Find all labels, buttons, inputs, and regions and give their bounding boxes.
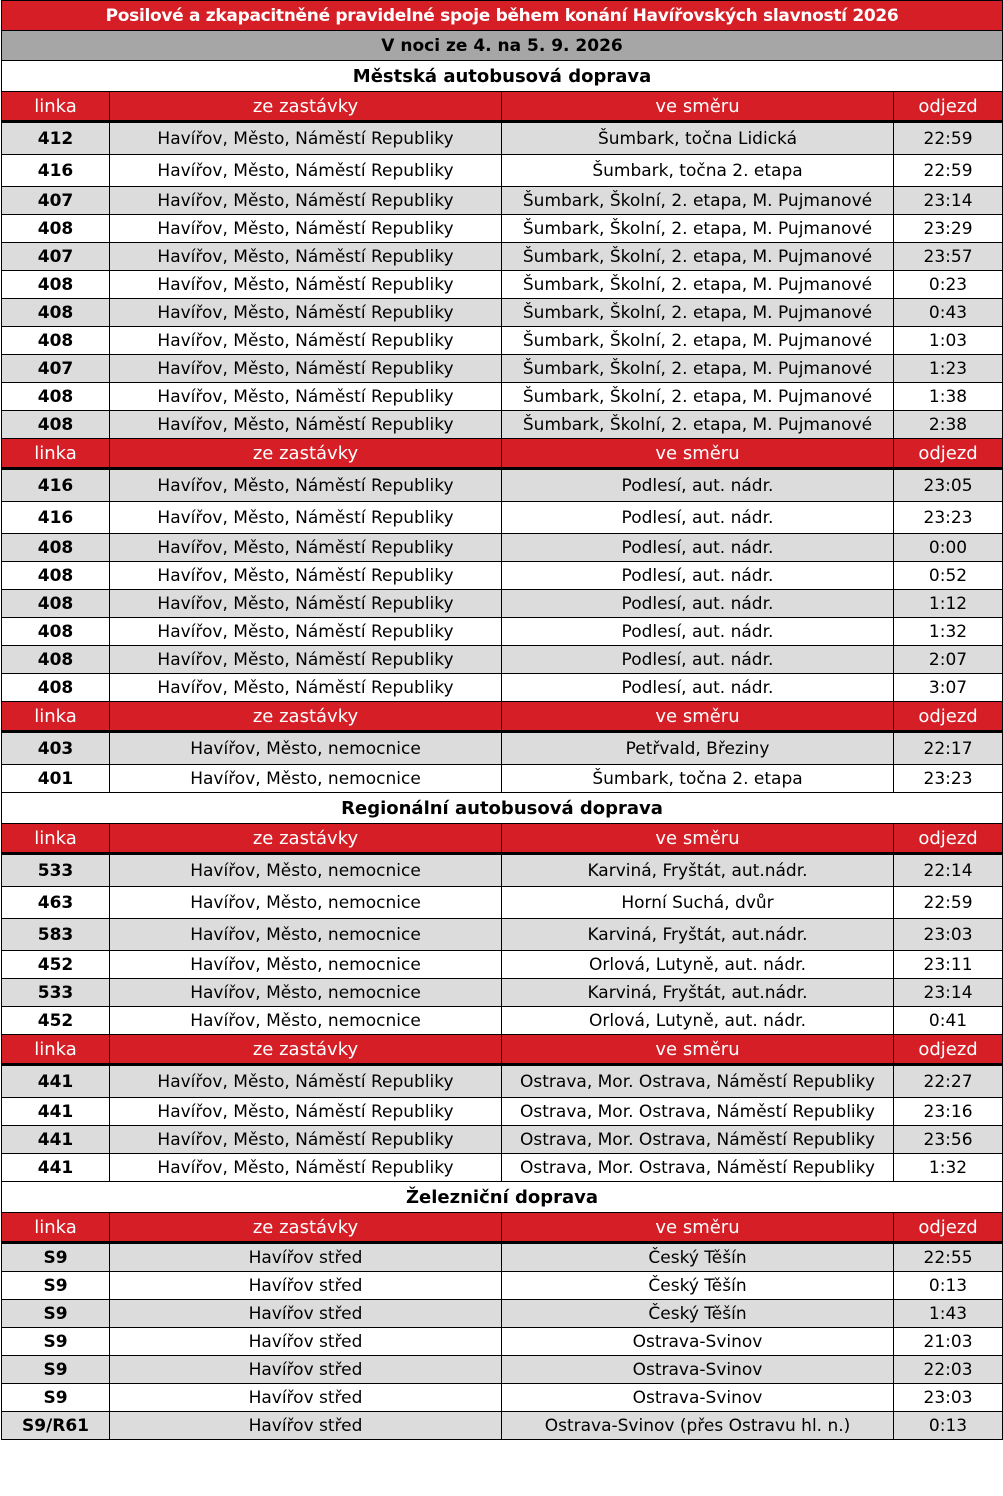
departure-time: 1:23 [894,355,1003,383]
table-row [2,187,1003,215]
from-stop: Havířov, Město, nemocnice [110,854,502,887]
line-number: 441 [2,1126,110,1154]
direction: Šumbark, Školní, 2. etapa, M. Pujmanové [502,243,894,271]
line-number: 533 [2,979,110,1007]
from-stop: Havířov, Město, Náměstí Republiky [110,646,502,674]
departure-time: 0:43 [894,299,1003,327]
header-direction: ve směru [502,702,894,732]
from-stop: Havířov, Město, Náměstí Republiky [110,243,502,271]
direction: Podlesí, aut. nádr. [502,590,894,618]
departure-time: 23:05 [894,469,1003,502]
direction: Šumbark, Školní, 2. etapa, M. Pujmanové [502,299,894,327]
from-stop: Havířov střed [110,1300,502,1328]
from-stop: Havířov, Město, Náměstí Republiky [110,122,502,155]
direction: Petřvald, Březiny [502,732,894,765]
direction: Šumbark, Školní, 2. etapa, M. Pujmanové [502,383,894,411]
line-number: S9 [2,1384,110,1412]
departure-time: 22:59 [894,155,1003,187]
header-from-stop: ze zastávky [110,1213,502,1243]
column-header-row [2,824,1003,854]
table-row [2,765,1003,793]
direction: Orlová, Lutyně, aut. nádr. [502,1007,894,1035]
line-number: 408 [2,215,110,243]
from-stop: Havířov střed [110,1272,502,1300]
header-line: linka [2,92,110,122]
departure-time: 23:23 [894,765,1003,793]
direction: Horní Suchá, dvůr [502,887,894,919]
header-direction: ve směru [502,1213,894,1243]
table-row [2,299,1003,327]
schedule-table [1,0,1003,1440]
direction: Podlesí, aut. nádr. [502,562,894,590]
from-stop: Havířov, Město, Náměstí Republiky [110,1126,502,1154]
direction: Ostrava-Svinov (přes Ostravu hl. n.) [502,1412,894,1440]
from-stop: Havířov, Město, nemocnice [110,1007,502,1035]
section-title: Železniční doprava [2,1182,1003,1213]
departure-time: 22:14 [894,854,1003,887]
departure-time: 22:55 [894,1243,1003,1272]
direction: Podlesí, aut. nádr. [502,469,894,502]
from-stop: Havířov, Město, nemocnice [110,979,502,1007]
header-from-stop: ze zastávky [110,439,502,469]
line-number: 408 [2,590,110,618]
header-direction: ve směru [502,1035,894,1065]
line-number: 441 [2,1154,110,1182]
line-number: S9 [2,1328,110,1356]
direction: Karviná, Fryštát, aut.nádr. [502,979,894,1007]
direction: Šumbark, Školní, 2. etapa, M. Pujmanové [502,411,894,439]
line-number: 408 [2,299,110,327]
header-from-stop: ze zastávky [110,1035,502,1065]
direction: Český Těšín [502,1272,894,1300]
direction: Šumbark, točna 2. etapa [502,155,894,187]
direction: Ostrava-Svinov [502,1384,894,1412]
line-number: 407 [2,187,110,215]
table-row [2,1328,1003,1356]
column-header-row [2,92,1003,122]
line-number: 452 [2,951,110,979]
table-row [2,887,1003,919]
line-number: 583 [2,919,110,951]
line-number: S9 [2,1272,110,1300]
header-from-stop: ze zastávky [110,92,502,122]
from-stop: Havířov, Město, Náměstí Republiky [110,618,502,646]
table-row [2,674,1003,702]
table-row [2,469,1003,502]
direction: Podlesí, aut. nádr. [502,674,894,702]
table-row [2,1154,1003,1182]
line-number: 408 [2,271,110,299]
table-row [2,502,1003,534]
from-stop: Havířov střed [110,1412,502,1440]
section-heading-row [2,61,1003,92]
direction: Český Těšín [502,1243,894,1272]
line-number: S9/R61 [2,1412,110,1440]
table-row [2,1098,1003,1126]
departure-time: 22:59 [894,887,1003,919]
direction: Ostrava, Mor. Ostrava, Náměstí Republiky [502,1098,894,1126]
departure-time: 1:12 [894,590,1003,618]
departure-time: 23:03 [894,919,1003,951]
header-line: linka [2,702,110,732]
table-row [2,646,1003,674]
from-stop: Havířov, Město, Náměstí Republiky [110,383,502,411]
from-stop: Havířov, Město, Náměstí Republiky [110,187,502,215]
departure-time: 22:03 [894,1356,1003,1384]
header-direction: ve směru [502,92,894,122]
table-row [2,1272,1003,1300]
line-number: 408 [2,646,110,674]
direction: Podlesí, aut. nádr. [502,646,894,674]
line-number: 407 [2,355,110,383]
direction: Orlová, Lutyně, aut. nádr. [502,951,894,979]
from-stop: Havířov, Město, Náměstí Republiky [110,469,502,502]
departure-time: 0:41 [894,1007,1003,1035]
table-row [2,411,1003,439]
from-stop: Havířov, Město, Náměstí Republiky [110,562,502,590]
column-header-row [2,439,1003,469]
column-header-row [2,1213,1003,1243]
departure-time: 1:32 [894,1154,1003,1182]
departure-time: 0:52 [894,562,1003,590]
line-number: S9 [2,1243,110,1272]
table-row [2,590,1003,618]
table-row [2,1356,1003,1384]
direction: Karviná, Fryštát, aut.nádr. [502,919,894,951]
header-direction: ve směru [502,439,894,469]
header-line: linka [2,824,110,854]
table-row [2,271,1003,299]
header-departure: odjezd [894,824,1003,854]
departure-time: 1:38 [894,383,1003,411]
line-number: 533 [2,854,110,887]
line-number: 408 [2,674,110,702]
from-stop: Havířov, Město, Náměstí Republiky [110,1098,502,1126]
from-stop: Havířov střed [110,1384,502,1412]
direction: Šumbark, Školní, 2. etapa, M. Pujmanové [502,187,894,215]
from-stop: Havířov, Město, Náměstí Republiky [110,271,502,299]
table-row [2,979,1003,1007]
table-row [2,327,1003,355]
from-stop: Havířov, Město, Náměstí Republiky [110,590,502,618]
line-number: 408 [2,327,110,355]
direction: Ostrava, Mor. Ostrava, Náměstí Republiky [502,1065,894,1098]
departure-time: 21:03 [894,1328,1003,1356]
departure-time: 23:11 [894,951,1003,979]
departure-time: 0:23 [894,271,1003,299]
departure-time: 23:03 [894,1384,1003,1412]
section-heading-row [2,793,1003,824]
line-number: 441 [2,1098,110,1126]
from-stop: Havířov, Město, Náměstí Republiky [110,411,502,439]
departure-time: 3:07 [894,674,1003,702]
direction: Šumbark, točna 2. etapa [502,765,894,793]
line-number: 416 [2,502,110,534]
from-stop: Havířov, Město, Náměstí Republiky [110,355,502,383]
title-row [2,1,1003,31]
table-row [2,122,1003,155]
from-stop: Havířov, Město, nemocnice [110,919,502,951]
line-number: 463 [2,887,110,919]
section-heading-row [2,1182,1003,1213]
table-row [2,919,1003,951]
table-row [2,951,1003,979]
departure-time: 23:29 [894,215,1003,243]
table-row [2,732,1003,765]
departure-time: 23:14 [894,979,1003,1007]
departure-time: 23:56 [894,1126,1003,1154]
line-number: 403 [2,732,110,765]
departure-time: 1:32 [894,618,1003,646]
line-number: 408 [2,618,110,646]
column-header-row [2,1035,1003,1065]
table-row [2,1384,1003,1412]
header-from-stop: ze zastávky [110,824,502,854]
line-number: S9 [2,1300,110,1328]
from-stop: Havířov střed [110,1356,502,1384]
direction: Šumbark, Školní, 2. etapa, M. Pujmanové [502,271,894,299]
line-number: 412 [2,122,110,155]
from-stop: Havířov, Město, nemocnice [110,765,502,793]
from-stop: Havířov, Město, Náměstí Republiky [110,327,502,355]
direction: Ostrava, Mor. Ostrava, Náměstí Republiky [502,1154,894,1182]
departure-time: 22:59 [894,122,1003,155]
departure-time: 0:13 [894,1412,1003,1440]
header-from-stop: ze zastávky [110,702,502,732]
column-header-row [2,702,1003,732]
line-number: 416 [2,155,110,187]
departure-time: 22:17 [894,732,1003,765]
direction: Podlesí, aut. nádr. [502,502,894,534]
page-title: Posilové a zkapacitněné pravidelné spoje během konání Havířovských slavností 2026 [2,1,1003,31]
from-stop: Havířov, Město, Náměstí Republiky [110,674,502,702]
from-stop: Havířov, Město, Náměstí Republiky [110,1065,502,1098]
from-stop: Havířov, Město, nemocnice [110,887,502,919]
line-number: 416 [2,469,110,502]
line-number: 408 [2,534,110,562]
line-number: 441 [2,1065,110,1098]
direction: Podlesí, aut. nádr. [502,534,894,562]
direction: Ostrava-Svinov [502,1328,894,1356]
header-departure: odjezd [894,1035,1003,1065]
section-title: Regionální autobusová doprava [2,793,1003,824]
departure-time: 23:23 [894,502,1003,534]
departure-time: 0:00 [894,534,1003,562]
header-departure: odjezd [894,702,1003,732]
table-row [2,243,1003,271]
header-direction: ve směru [502,824,894,854]
departure-time: 23:57 [894,243,1003,271]
departure-time: 23:14 [894,187,1003,215]
direction: Šumbark, Školní, 2. etapa, M. Pujmanové [502,215,894,243]
from-stop: Havířov, Město, Náměstí Republiky [110,534,502,562]
header-line: linka [2,1035,110,1065]
header-line: linka [2,1213,110,1243]
direction: Ostrava, Mor. Ostrava, Náměstí Republiky [502,1126,894,1154]
direction: Šumbark, Školní, 2. etapa, M. Pujmanové [502,355,894,383]
table-row [2,1300,1003,1328]
line-number: 408 [2,562,110,590]
header-departure: odjezd [894,439,1003,469]
header-line: linka [2,439,110,469]
from-stop: Havířov, Město, Náměstí Republiky [110,299,502,327]
table-row [2,854,1003,887]
departure-time: 2:07 [894,646,1003,674]
header-departure: odjezd [894,1213,1003,1243]
direction: Šumbark, Školní, 2. etapa, M. Pujmanové [502,327,894,355]
table-row [2,1243,1003,1272]
departure-time: 22:27 [894,1065,1003,1098]
table-row [2,1412,1003,1440]
departure-time: 1:03 [894,327,1003,355]
departure-time: 2:38 [894,411,1003,439]
date-subtitle: V noci ze 4. na 5. 9. 2026 [2,31,1003,61]
line-number: S9 [2,1356,110,1384]
from-stop: Havířov střed [110,1243,502,1272]
line-number: 408 [2,411,110,439]
table-row [2,215,1003,243]
table-row [2,1126,1003,1154]
departure-time: 0:13 [894,1272,1003,1300]
from-stop: Havířov, Město, Náměstí Republiky [110,1154,502,1182]
table-row [2,618,1003,646]
header-departure: odjezd [894,92,1003,122]
table-row [2,383,1003,411]
from-stop: Havířov střed [110,1328,502,1356]
table-row [2,1007,1003,1035]
direction: Ostrava-Svinov [502,1356,894,1384]
direction: Karviná, Fryštát, aut.nádr. [502,854,894,887]
from-stop: Havířov, Město, Náměstí Republiky [110,215,502,243]
direction: Šumbark, točna Lidická [502,122,894,155]
departure-time: 1:43 [894,1300,1003,1328]
table-row [2,1065,1003,1098]
from-stop: Havířov, Město, nemocnice [110,951,502,979]
table-row [2,155,1003,187]
direction: Podlesí, aut. nádr. [502,618,894,646]
line-number: 401 [2,765,110,793]
section-title: Městská autobusová doprava [2,61,1003,92]
departure-time: 23:16 [894,1098,1003,1126]
line-number: 452 [2,1007,110,1035]
from-stop: Havířov, Město, Náměstí Republiky [110,155,502,187]
from-stop: Havířov, Město, Náměstí Republiky [110,502,502,534]
table-row [2,562,1003,590]
table-row [2,534,1003,562]
line-number: 407 [2,243,110,271]
date-row [2,31,1003,61]
direction: Český Těšín [502,1300,894,1328]
line-number: 408 [2,383,110,411]
table-row [2,355,1003,383]
from-stop: Havířov, Město, nemocnice [110,732,502,765]
